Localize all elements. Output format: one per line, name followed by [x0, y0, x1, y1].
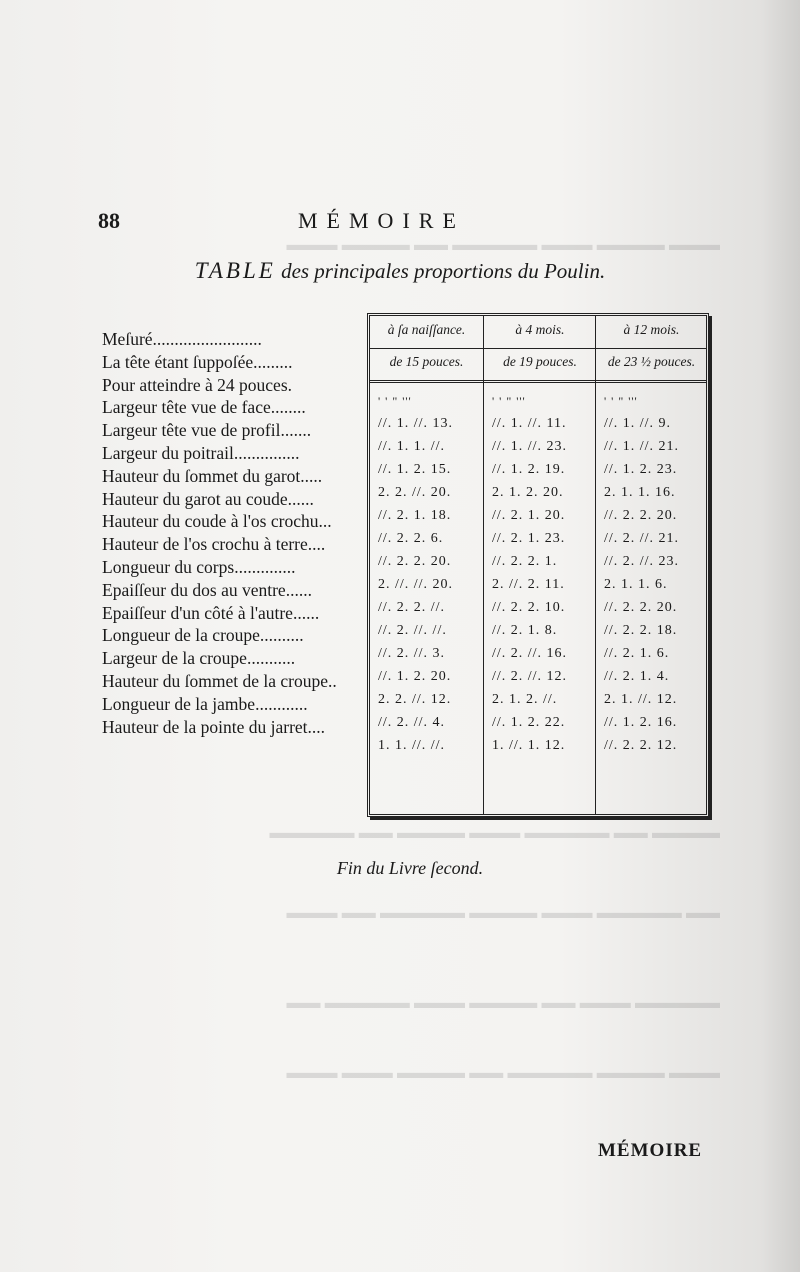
table-cell: //. 2. 2. 10.	[492, 600, 566, 615]
row-label: Hauteur du ſommet du garot.....	[102, 465, 323, 486]
table-cell: //. 2. 2. 1.	[492, 554, 558, 569]
table-cell: //. 1. //. 9.	[604, 416, 672, 431]
table-cell: 2. //. //. 20.	[378, 577, 454, 592]
header-label: Pour atteindre à 24 pouces.	[102, 374, 293, 395]
table-cell: //. 2. 1. 23.	[492, 531, 566, 546]
running-title: MÉMOIRE	[298, 208, 465, 233]
table-cell: //. 1. 2. 19.	[492, 462, 566, 477]
table-cell: //. 2. 1. 4.	[604, 669, 670, 684]
show-through-texture: ▬▬▬ ▬▬▬▬ ▬▬▬ ▬▬▬▬▬ ▬▬ ▬▬▬▬ ▬▬▬	[286, 235, 720, 254]
table-cell: //. 2. 1. 18.	[378, 508, 452, 523]
column-age: à 4 mois.	[515, 322, 565, 337]
table-cell: 2. 2. //. 12.	[378, 692, 452, 707]
table-cell: //. 2. 2. 20.	[604, 508, 678, 523]
table-cell: //. 2. //. //.	[378, 623, 447, 638]
table-column	[483, 316, 596, 814]
table-cell: //. 1. 2. 20.	[378, 669, 452, 684]
table-cell: 2. //. 2. 11.	[492, 577, 565, 592]
table-cell: //. 2. //. 16.	[492, 646, 568, 661]
table-cell: //. 2. 2. 6.	[378, 531, 444, 546]
row-label: Largeur de la croupe...........	[102, 648, 296, 669]
table-cell: //. 1. 2. 23.	[604, 462, 678, 477]
row-label: Largeur tête vue de profil.......	[102, 420, 312, 441]
units-cell: ' ' " '''	[378, 394, 412, 408]
table-column	[370, 316, 483, 814]
table-cell: //. 2. //. 23.	[604, 554, 680, 569]
row-label: Epaiſſeur d'un côté à l'autre......	[102, 602, 320, 623]
end-of-book-note: Fin du Livre ſecond.	[336, 858, 484, 878]
row-labels	[102, 328, 372, 738]
table-cell: //. 2. 2. 12.	[604, 738, 678, 753]
table-title	[0, 258, 800, 284]
table-cell: //. 2. 2. 18.	[604, 623, 678, 638]
table-title-cap: TABLE	[194, 258, 276, 283]
header-label: La tête étant ſuppoſée.........	[102, 351, 293, 372]
column-size: de 15 pouces.	[389, 354, 464, 369]
table-cell: //. 1. 2. 22.	[492, 715, 566, 730]
row-label: Longueur de la croupe..........	[102, 625, 304, 646]
table-cell: 2. 1. 2. //.	[492, 692, 558, 707]
table-cell: 1. 1. //. //.	[378, 738, 446, 753]
table-cell: //. 2. //. 3.	[378, 646, 446, 661]
table-cell: 2. 1. 1. 16.	[604, 485, 676, 500]
row-label: Longueur du corps..............	[102, 556, 296, 577]
table-cell: //. 1. 2. 16.	[604, 715, 678, 730]
table-cell: //. 2. 2. 20.	[378, 554, 452, 569]
table-cell: //. 2. 1. 20.	[492, 508, 566, 523]
show-through-texture: ▬▬▬▬▬ ▬▬▬ ▬▬ ▬▬▬▬ ▬▬▬ ▬▬▬▬▬ ▬▬	[286, 993, 720, 1012]
table-column	[595, 316, 707, 814]
table-cell: //. 1. //. 13.	[378, 416, 454, 431]
row-label: Hauteur du garot au coude......	[102, 488, 314, 509]
table-cell: //. 1. //. 21.	[604, 439, 680, 454]
units-cell: ' ' " '''	[604, 394, 638, 408]
show-through-texture: ▬▬▬▬ ▬▬ ▬▬▬▬▬ ▬▬▬ ▬▬▬▬ ▬▬ ▬▬▬▬▬	[269, 823, 720, 842]
table-cell: //. 2. //. 12.	[492, 669, 568, 684]
table-cell: //. 2. 1. 6.	[604, 646, 670, 661]
show-through-texture: ▬▬ ▬▬▬▬▬ ▬▬▬ ▬▬▬▬ ▬▬▬▬▬ ▬▬ ▬▬▬	[286, 903, 720, 922]
header-label: Meſuré.........................	[102, 329, 262, 349]
column-age: à ſa naiſſance.	[387, 322, 466, 337]
table-cell: //. 1. 1. //.	[378, 439, 446, 454]
show-through-texture: ▬▬▬ ▬▬▬▬ ▬▬▬▬▬ ▬▬ ▬▬▬▬ ▬▬▬ ▬▬▬	[286, 1063, 720, 1082]
table-cell: //. 1. //. 23.	[492, 439, 568, 454]
running-head	[98, 208, 718, 238]
row-label: Epaiſſeur du dos au ventre......	[102, 579, 312, 600]
table-cell: //. 2. //. 4.	[378, 715, 446, 730]
table-cell: 2. 1. 2. 20.	[492, 485, 564, 500]
table-cell: //. 2. 2. 20.	[604, 600, 678, 615]
row-label: Longueur de la jambe............	[102, 693, 308, 714]
table-cell: //. 1. 2. 15.	[378, 462, 452, 477]
table-cell: 1. //. 1. 12.	[492, 738, 566, 753]
row-label: Hauteur de l'os crochu à terre....	[102, 534, 326, 555]
table-cell: //. 2. 2. //.	[378, 600, 446, 615]
row-label: Largeur du poitrail...............	[102, 442, 300, 463]
column-size: de 19 pouces.	[503, 354, 577, 369]
row-label: Hauteur de la pointe du jarret....	[102, 716, 326, 737]
units-cell: ' ' " '''	[492, 394, 526, 408]
column-size: de 23 ½ pouces.	[607, 354, 696, 369]
proportions-table	[367, 313, 709, 817]
page-number: 88	[98, 208, 120, 233]
table-cell: //. 1. //. 11.	[492, 416, 567, 431]
table-cell: //. 2. 1. 8.	[492, 623, 558, 638]
catchword: MÉMOIRE	[598, 1140, 703, 1161]
column-age: à 12 mois.	[623, 322, 680, 337]
row-label: Largeur tête vue de face........	[102, 397, 306, 418]
row-label: Hauteur du coude à l'os crochu...	[102, 511, 332, 532]
table-cell: 2. 2. //. 20.	[378, 485, 452, 500]
table-cell: 2. 1. //. 12.	[604, 692, 678, 707]
row-label: Hauteur du ſommet de la croupe..	[102, 670, 337, 691]
table-cell: 2. 1. 1. 6.	[604, 577, 668, 592]
table-cell: //. 2. //. 21.	[604, 531, 680, 546]
table-title-rest: des principales proportions du Poulin.	[281, 259, 606, 283]
